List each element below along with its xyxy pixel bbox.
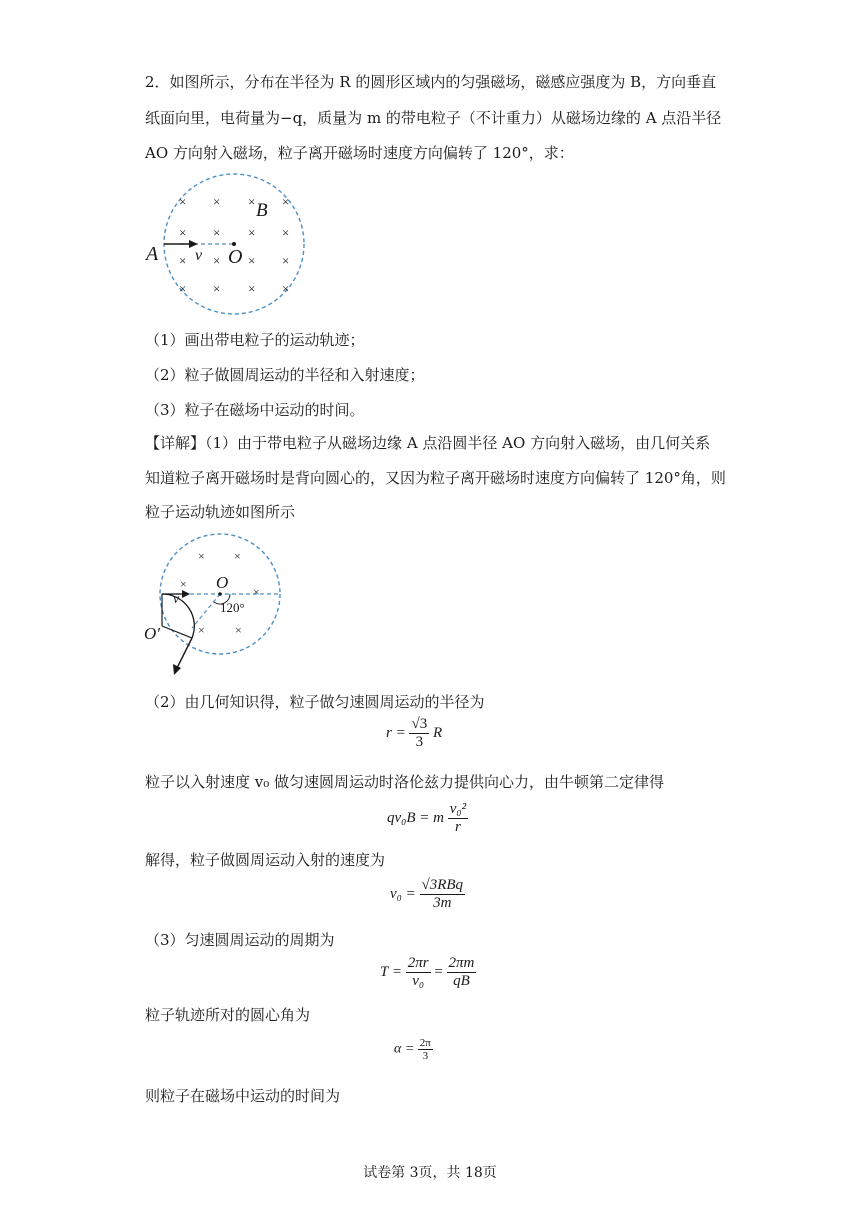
exit-arrowhead bbox=[173, 664, 181, 675]
cross: × bbox=[282, 225, 290, 240]
solution-3a: （3）匀速圆周运动的周期为 bbox=[145, 931, 335, 949]
solution-1c: 粒子运动轨迹如图所示 bbox=[145, 503, 296, 521]
cross: × bbox=[282, 281, 290, 296]
problem-line-2: 纸面向里，电荷量为−q，质量为 m 的带电粒子（不计重力）从磁场边缘的 A 点沿半径 bbox=[145, 109, 722, 127]
label-A: A bbox=[146, 243, 159, 265]
label-O: O bbox=[228, 246, 243, 268]
solution-3b: 粒子轨迹所对的圆心角为 bbox=[145, 1006, 311, 1024]
equation-velocity: v₀ = $\frac{\text{√3RBq}}{3m}$ bbox=[390, 877, 464, 911]
cross: × bbox=[179, 281, 187, 296]
cross: × bbox=[248, 194, 256, 209]
center-dot bbox=[218, 592, 222, 596]
exit-radius-dashed bbox=[192, 594, 220, 628]
cross: × bbox=[213, 194, 221, 209]
cross: × bbox=[179, 194, 187, 209]
solution-1a: 【详解】（1）由于带电粒子从磁场边缘 A 点沿圆半径 AO 方向射入磁场，由几何关系 bbox=[145, 434, 711, 452]
equation-angle: α = $\frac{2\pi}{3}$ bbox=[394, 1037, 431, 1062]
cross: × bbox=[248, 225, 256, 240]
cross: × bbox=[213, 225, 221, 240]
cross: × bbox=[234, 549, 241, 563]
equation-newton: qv₀B = m $\frac{\text{v₀²}}{r}$ bbox=[387, 801, 467, 835]
label-O-prime: O′ bbox=[144, 624, 160, 643]
solution-1b: 知道粒子离开磁场时是背向圆心的，又因为粒子离开磁场时速度方向偏转了 120°角，则 bbox=[145, 469, 726, 487]
cross: × bbox=[235, 623, 242, 637]
label-B: B bbox=[256, 200, 268, 221]
exit-velocity bbox=[176, 638, 192, 670]
label-v: v bbox=[195, 247, 203, 264]
cross: × bbox=[282, 253, 290, 268]
question-2: （2）粒子做圆周运动的半径和入射速度； bbox=[145, 366, 425, 384]
cross: × bbox=[180, 577, 187, 591]
problem-line-3: AO 方向射入磁场，粒子离开磁场时速度方向偏转了 120°，求： bbox=[145, 144, 574, 162]
label-angle: 120° bbox=[220, 600, 245, 615]
cross: × bbox=[213, 281, 221, 296]
solution-3c: 则粒子在磁场中运动的时间为 bbox=[145, 1087, 341, 1105]
cross: × bbox=[253, 585, 260, 599]
label-O: O bbox=[216, 573, 229, 592]
question-3: （3）粒子在磁场中运动的时间。 bbox=[145, 401, 365, 419]
figure-2-trajectory bbox=[140, 530, 290, 680]
cross: × bbox=[179, 253, 187, 268]
figure-1-magnetic-field bbox=[140, 170, 320, 325]
solution-2a: （2）由几何知识得，粒子做匀速圆周运动的半径为 bbox=[145, 693, 485, 711]
cross: × bbox=[198, 623, 205, 637]
cross: × bbox=[213, 253, 221, 268]
equation-period: T = $\frac{2\pi r}{\text{v₀}}$ = $\frac{2\pi m}{qB}$ bbox=[380, 955, 475, 989]
equation-radius: r = $\frac{√3}{3}$ R bbox=[386, 716, 443, 750]
solution-2b: 粒子以入射速度 v₀ 做匀速圆周运动时洛伦兹力提供向心力，由牛顿第二定律得 bbox=[145, 773, 665, 791]
cross: × bbox=[179, 225, 187, 240]
cross: × bbox=[198, 549, 205, 563]
cross: × bbox=[282, 194, 290, 209]
velocity-arrowhead bbox=[182, 590, 190, 598]
cross: × bbox=[248, 281, 256, 296]
question-1: （1）画出带电粒子的运动轨迹； bbox=[145, 331, 365, 349]
page-footer: 试卷第 3页，共 18页 bbox=[363, 1165, 497, 1181]
label-v: v bbox=[173, 592, 180, 607]
cross: × bbox=[248, 253, 256, 268]
solution-2c: 解得，粒子做圆周运动入射的速度为 bbox=[145, 851, 386, 869]
problem-line-1: 2．如图所示，分布在半径为 R 的圆形区域内的匀强磁场，磁感应强度为 B，方向垂直 bbox=[145, 73, 717, 91]
